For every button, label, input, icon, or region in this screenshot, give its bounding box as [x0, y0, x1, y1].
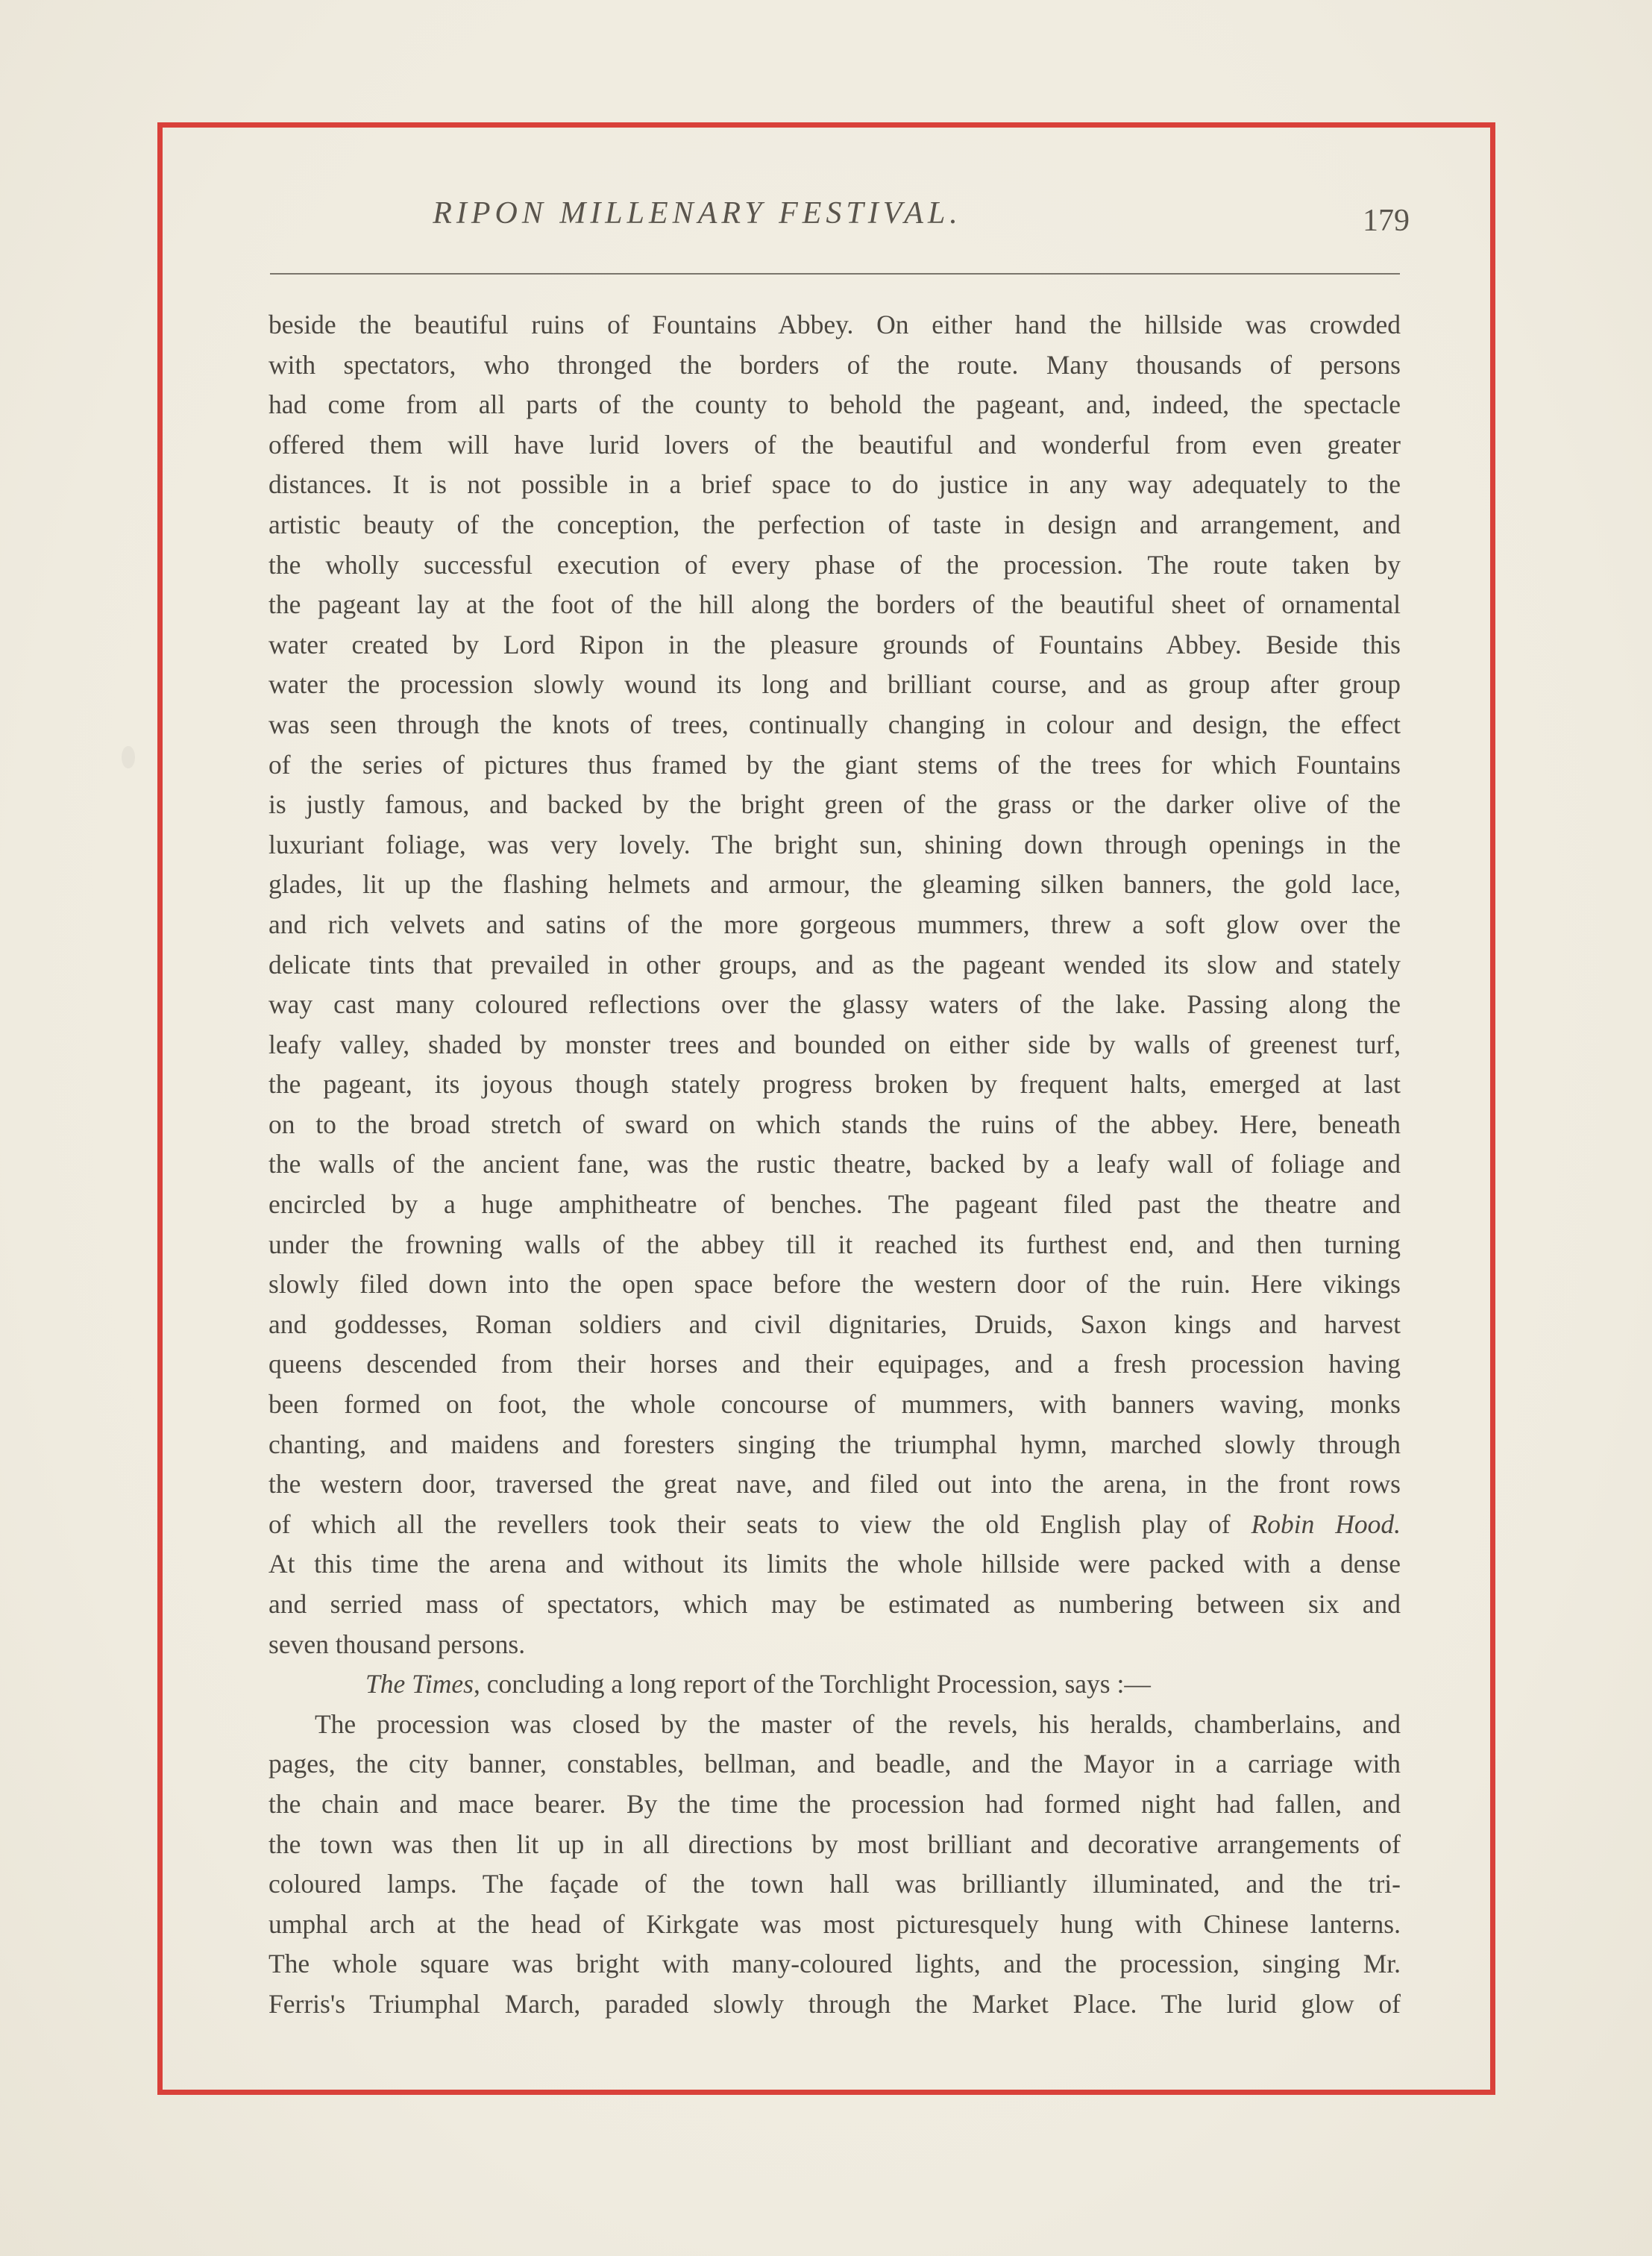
- text-line: leafy valley, shaded by monster trees and bounded on either side by walls of greenest turf,: [268, 1029, 1401, 1059]
- text-line: Ferris's Triumphal March, paraded slowly through the Market Place. The lurid glow of: [268, 1988, 1401, 2019]
- text-line: of the series of pictures thus framed by the giant stems of the trees for which Fountains: [268, 749, 1401, 780]
- text-line: with spectators, who thronged the borders of the route. Many thousands of persons: [268, 349, 1401, 380]
- text-line: the town was then lit up in all directions by most brilliant and decorative arrangements of: [268, 1829, 1401, 1859]
- text-line: offered them will have lurid lovers of the beautiful and wonderful from even greater: [268, 429, 1401, 460]
- text-line: water created by Lord Ripon in the pleasure grounds of Fountains Abbey. Beside this: [268, 629, 1401, 659]
- page-number: 179: [1363, 204, 1410, 238]
- margin-spot: [122, 746, 135, 768]
- text-line: beside the beautiful ruins of Fountains Abbey. On either hand the hillside was crowded: [268, 310, 1401, 339]
- text-line: chanting, and maidens and foresters singing the triumphal hymn, marched slowly through: [268, 1429, 1401, 1459]
- text-line: and rich velvets and satins of the more gorgeous mummers, threw a soft glow over the: [268, 909, 1401, 939]
- header-rule: [270, 273, 1400, 275]
- text-line: glades, lit up the flashing helmets and armour, the gleaming silken banners, the gold lace,: [268, 869, 1401, 900]
- text-line: under the frowning walls of the abbey till it reached its furthest end, and then turning: [268, 1229, 1401, 1259]
- paragraph-end-line: seven thousand persons.: [268, 1629, 526, 1659]
- text-line: water the procession slowly wound its long and brilliant course, and as group after group: [268, 669, 1401, 700]
- text-line: the western door, traversed the great nave, and filed out into the arena, in the front rows: [268, 1469, 1401, 1500]
- text-line: umphal arch at the head of Kirkgate was most picturesquely hung with Chinese lanterns.: [268, 1908, 1401, 1939]
- text-line: distances. It is not possible in a brief space to do justice in any way adequately to the: [268, 469, 1401, 500]
- times-intro-line: [268, 1664, 1401, 1705]
- text-line: and serried mass of spectators, which may be estimated as numbering between six and: [268, 1589, 1401, 1619]
- text-line: is justly famous, and backed by the bright green of the grass or the darker olive of the: [268, 789, 1401, 820]
- text-line: been formed on foot, the whole concourse of mummers, with banners waving, monks: [268, 1389, 1401, 1420]
- text-line: way cast many coloured reflections over the glassy waters of the lake. Passing along the: [268, 989, 1401, 1020]
- text-line: slowly filed down into the open space before the western door of the ruin. Here vikings: [268, 1269, 1401, 1300]
- text-line: coloured lamps. The façade of the town hall was brilliantly illuminated, and the tri-: [268, 1869, 1401, 1899]
- text-line: delicate tints that prevailed in other groups, and as the pageant wended its slow and stately: [268, 949, 1401, 980]
- running-title: RIPON MILLENARY FESTIVAL.: [433, 196, 962, 231]
- newspaper-title: The Times: [365, 1669, 474, 1699]
- text-line: the pageant lay at the foot of the hill along the borders of the beautiful sheet of ornamental: [268, 589, 1401, 620]
- text-line: the pageant, its joyous though stately progress broken by frequent halts, emerged at last: [268, 1069, 1401, 1100]
- play-title: Robin Hood.: [1251, 1508, 1401, 1539]
- text-line: the walls of the ancient fane, was the rustic theatre, backed by a leafy wall of foliage and: [268, 1149, 1401, 1179]
- text-line: had come from all parts of the county to behold the pageant, and, indeed, the spectacle: [268, 389, 1401, 420]
- text-run: , concluding a long report of the Torchlight Procession, says :—: [473, 1669, 1151, 1699]
- text-line: and goddesses, Roman soldiers and civil dignitaries, Druids, Saxon kings and harvest: [268, 1309, 1401, 1339]
- text-run: of which all the revellers took their seats to view the old English play of: [268, 1508, 1251, 1539]
- text-line: artistic beauty of the conception, the perfection of taste in design and arrangement, and: [268, 509, 1401, 539]
- text-line: the chain and mace bearer. By the time the procession had formed night had fallen, and: [268, 1788, 1401, 1819]
- text-line: the wholly successful execution of every phase of the procession. The route taken by: [268, 549, 1401, 580]
- body-text: [268, 305, 1401, 2025]
- text-line: on to the broad stretch of sward on which stands the ruins of the abbey. Here, beneath: [268, 1109, 1401, 1139]
- quote-first-line: The procession was closed by the master of the revels, his heralds, chamberlains, and: [315, 1708, 1401, 1739]
- text-line: was seen through the knots of trees, continually changing in colour and design, the effect: [268, 709, 1401, 739]
- text-line: queens descended from their horses and their equipages, and a fresh procession having: [268, 1349, 1401, 1379]
- text-line: pages, the city banner, constables, bellman, and beadle, and the Mayor in a carriage with: [268, 1749, 1401, 1779]
- text-line: At this time the arena and without its limits the whole hillside were packed with a dense: [268, 1549, 1401, 1579]
- text-line: The whole square was bright with many-coloured lights, and the procession, singing Mr.: [268, 1949, 1401, 1979]
- text-line: luxuriant foliage, was very lovely. The bright sun, shining down through openings in the: [268, 829, 1401, 859]
- text-line-robin-hood: [268, 1505, 1401, 1545]
- text-line: encircled by a huge amphitheatre of benches. The pageant filed past the theatre and: [268, 1189, 1401, 1220]
